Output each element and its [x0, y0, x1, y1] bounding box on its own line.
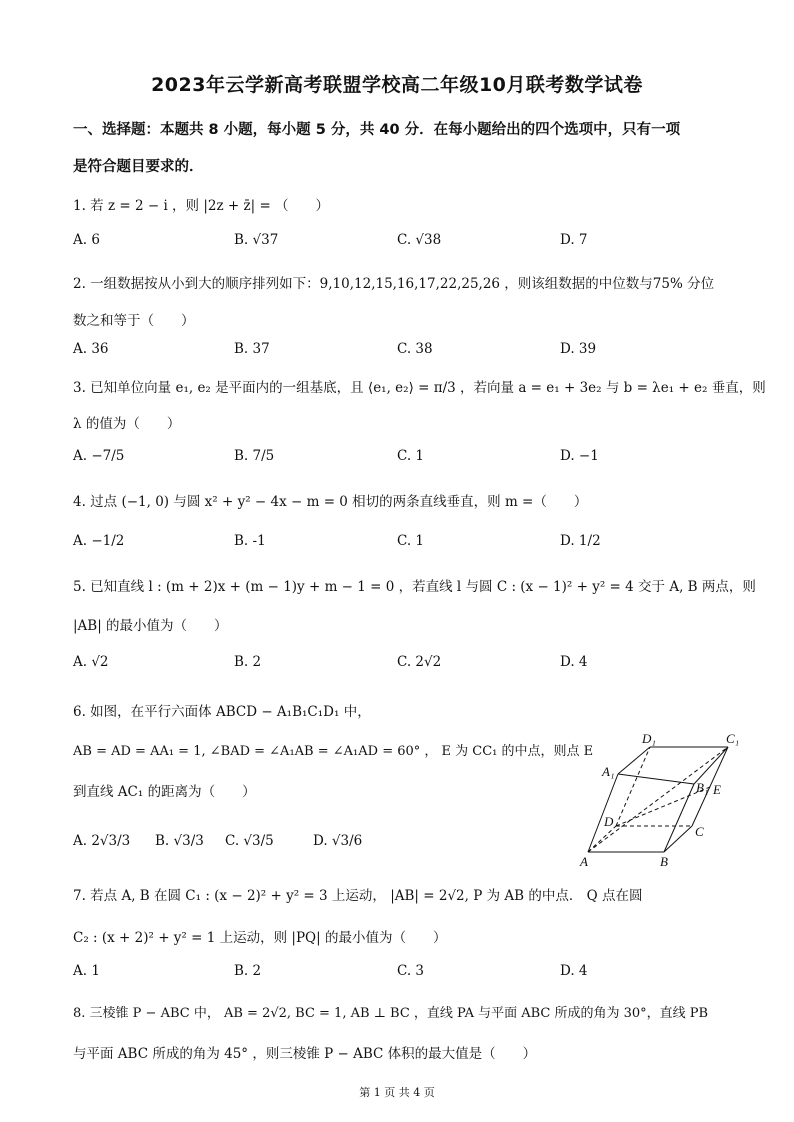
label-B1: B₁ — [696, 780, 709, 795]
edge-B1C1 — [694, 747, 728, 784]
question-2-stem-cont: 数之和等于（ ） — [73, 313, 195, 329]
label-A: A — [580, 854, 588, 869]
section-heading-cont: 是符合题目要求的． — [73, 159, 204, 175]
q2-option-b: B. 37 — [234, 341, 270, 357]
q3-option-d: D. −1 — [560, 448, 599, 464]
question-8-stem-cont: 与平面 ABC 所成的角为 45° ，则三棱锥 P − ABC 体积的最大值是（ ） — [73, 1046, 537, 1062]
q4-option-d: D. 1/2 — [560, 533, 601, 549]
edge-BB1 — [664, 784, 694, 852]
edge-AA1 — [588, 774, 618, 852]
q5-option-c: C. 2√2 — [397, 654, 442, 670]
q2-option-a: A. 36 — [73, 341, 109, 357]
question-4-stem: 4. 过点 (−1, 0) 与圆 x² + y² − 4x − m = 0 相切的两条直线垂直，则 m =（ ） — [73, 494, 588, 510]
q4-option-a: A. −1/2 — [73, 533, 125, 549]
question-5-stem-cont: |AB| 的最小值为（ ） — [73, 618, 228, 634]
question-5-stem: 5. 已知直线 l : (m + 2)x + (m − 1)y + m − 1 = 0 ，若直线 l 与圆 C : (x − 1)² + y² = 4 交于 A, B 两点，则 — [73, 579, 756, 595]
label-D: D — [604, 814, 614, 829]
label-C: C — [695, 824, 704, 839]
q6-option-d: D. √3/6 — [313, 833, 363, 849]
question-3-stem-cont: λ 的值为（ ） — [73, 416, 181, 432]
q7-option-a: A. 1 — [73, 963, 100, 979]
question-8-stem: 8. 三棱锥 P − ABC 中， AB = 2√2, BC = 1, AB ⊥ BC ，直线 PA 与平面 ABC 所成的角为 30°，直线 PB — [73, 1006, 709, 1021]
q3-option-a: A. −7/5 — [73, 448, 125, 464]
q5-option-b: B. 2 — [234, 654, 262, 670]
q4-option-c: C. 1 — [397, 533, 425, 549]
question-6-stem: 6. 如图，在平行六面体 ABCD − A₁B₁C₁D₁ 中， — [73, 704, 371, 720]
parallelepiped-figure — [578, 730, 748, 870]
q1-option-d: D. 7 — [560, 232, 588, 248]
q5-option-a: A. √2 — [73, 654, 109, 670]
label-E: E — [713, 782, 721, 797]
q6-option-b: B. √3/3 — [155, 833, 204, 849]
section-heading: 一、选择题：本题共 8 小题，每小题 5 分，共 40 分．在每小题给出的四个选项中，只有一项 — [73, 122, 681, 138]
edge-AD — [588, 826, 616, 852]
question-3-stem: 3. 已知单位向量 e₁, e₂ 是平面内的一组基底，且 ⟨e₁, e₂⟩ = π/3 ，若向量 a = e₁ + 3e₂ 与 b = λe₁ + e₂ 垂直，则 — [73, 380, 766, 396]
page-footer: 第 1 页 共 4 页 — [359, 1086, 435, 1099]
q3-option-c: C. 1 — [397, 448, 425, 464]
label-A1: A₁ — [602, 764, 615, 779]
question-7-stem-cont: C₂ : (x + 2)² + y² = 1 上运动，则 |PQ| 的最小值为（ ） — [73, 930, 447, 946]
label-D1: D₁ — [642, 731, 656, 746]
label-C1: C₁ — [726, 731, 740, 746]
edge-BC — [664, 826, 692, 852]
q6-option-a: A. 2√3/3 — [73, 833, 131, 849]
question-6-stem-cont2: 到直线 AC₁ 的距离为（ ） — [73, 784, 256, 800]
q6-option-c: C. √3/5 — [225, 833, 274, 849]
q7-option-b: B. 2 — [234, 963, 262, 979]
q1-option-c: C. √38 — [397, 232, 442, 248]
q3-option-b: B. 7/5 — [234, 448, 275, 464]
edge-A1B1 — [618, 774, 694, 784]
question-6-stem-cont: AB = AD = AA₁ = 1, ∠BAD = ∠A₁AB = ∠A₁AD = 60° ， E 为 CC₁ 的中点，则点 E — [73, 744, 594, 759]
edge-A1D1 — [618, 747, 650, 774]
page-title: 2023年云学新高考联盟学校高二年级10月联考数学试卷 — [151, 74, 643, 96]
question-1-stem: 1. 若 z = 2 − i ，则 |2z + z̄| = （ ） — [73, 198, 330, 214]
q7-option-c: C. 3 — [397, 963, 425, 979]
q2-option-d: D. 39 — [560, 341, 597, 357]
question-2-stem: 2. 一组数据按从小到大的顺序排列如下：9,10,12,15,16,17,22,25,26 ，则该组数据的中位数与75% 分位 — [73, 276, 715, 292]
q4-option-b: B. -1 — [234, 533, 266, 549]
question-7-stem: 7. 若点 A, B 在圆 C₁ : (x − 2)² + y² = 3 上运动， |AB| = 2√2, P 为 AB 的中点． Q 点在圆 — [73, 888, 643, 904]
q7-option-d: D. 4 — [560, 963, 588, 979]
diagonal-AC1 — [588, 747, 728, 852]
q1-option-b: B. √37 — [234, 232, 279, 248]
label-B: B — [660, 854, 668, 869]
q5-option-d: D. 4 — [560, 654, 588, 670]
q2-option-c: C. 38 — [397, 341, 433, 357]
q1-option-a: A. 6 — [73, 232, 100, 248]
